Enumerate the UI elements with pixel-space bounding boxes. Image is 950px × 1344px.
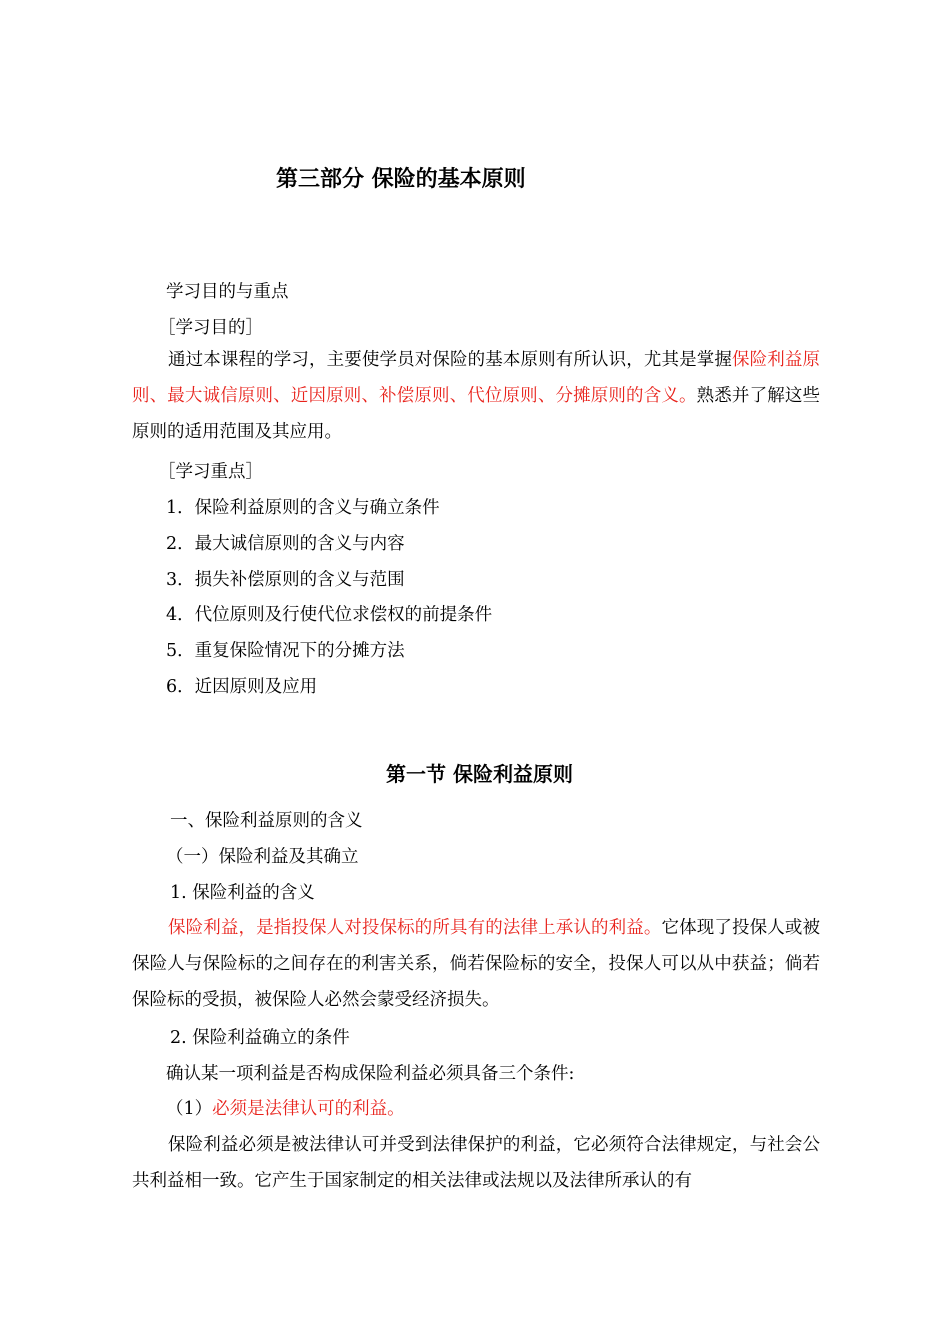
focus-item: 5．重复保险情况下的分摊方法 [166,641,405,661]
heading-level-1: 一、保险利益原则的含义 [170,811,363,831]
purpose-label: ［学习目的］ [158,318,263,338]
purpose-paragraph [132,342,820,450]
conditions-intro: 确认某一项利益是否构成保险利益必须具备三个条件: [166,1064,575,1084]
heading-level-3: 1. 保险利益的含义 [170,883,315,903]
purpose-text-emphasis: 保险利益原则、最大诚信原则、近因原则、补偿原则、代位原则、分摊原则的含义。 [132,350,820,406]
page-title: 第三部分 保险的基本原则 [276,167,526,192]
intro-heading: 学习目的与重点 [166,282,289,302]
heading-level-3: 2. 保险利益确立的条件 [170,1028,350,1048]
condition-1-number: （1） [166,1099,213,1119]
focus-item: 6．近因原则及应用 [166,677,318,697]
condition-1-emphasis: 必须是法律认可的利益。 [212,1099,405,1119]
focus-item: 1．保险利益原则的含义与确立条件 [166,498,440,518]
condition-1-heading [166,1097,405,1121]
definition-emphasis: 保险利益，是指投保人对投保标的所具有的法律上承认的利益。 [168,918,662,938]
purpose-text-pre: 通过本课程的学习，主要使学员对保险的基本原则有所认识，尤其是掌握 [168,350,732,370]
section-title: 第一节 保险利益原则 [386,762,573,786]
focus-item: 3．损失补偿原则的含义与范围 [166,570,405,590]
purpose-text-post: 熟悉并了解这些原则的适用范围及其应用。 [132,386,821,442]
focus-label: ［学习重点］ [158,462,263,482]
focus-item: 4．代位原则及行使代位求偿权的前提条件 [166,605,493,625]
definition-paragraph [132,910,820,1018]
condition-1-paragraph: 保险利益必须是被法律认可并受到法律保护的利益，它必须符合法律规定，与社会公共利益相一致。它产生于国家制定的相关法律或法规以及法律所承认的有 [132,1135,820,1191]
heading-level-2: （一）保险利益及其确立 [166,847,359,867]
focus-item: 2．最大诚信原则的含义与内容 [166,534,405,554]
definition-text: 它体现了投保人或被保险人与保险标的之间存在的利害关系，倘若保险标的安全，投保人可以从中获益；倘若保险标的受损，被保险人必然会蒙受经济损失。 [132,918,820,1010]
